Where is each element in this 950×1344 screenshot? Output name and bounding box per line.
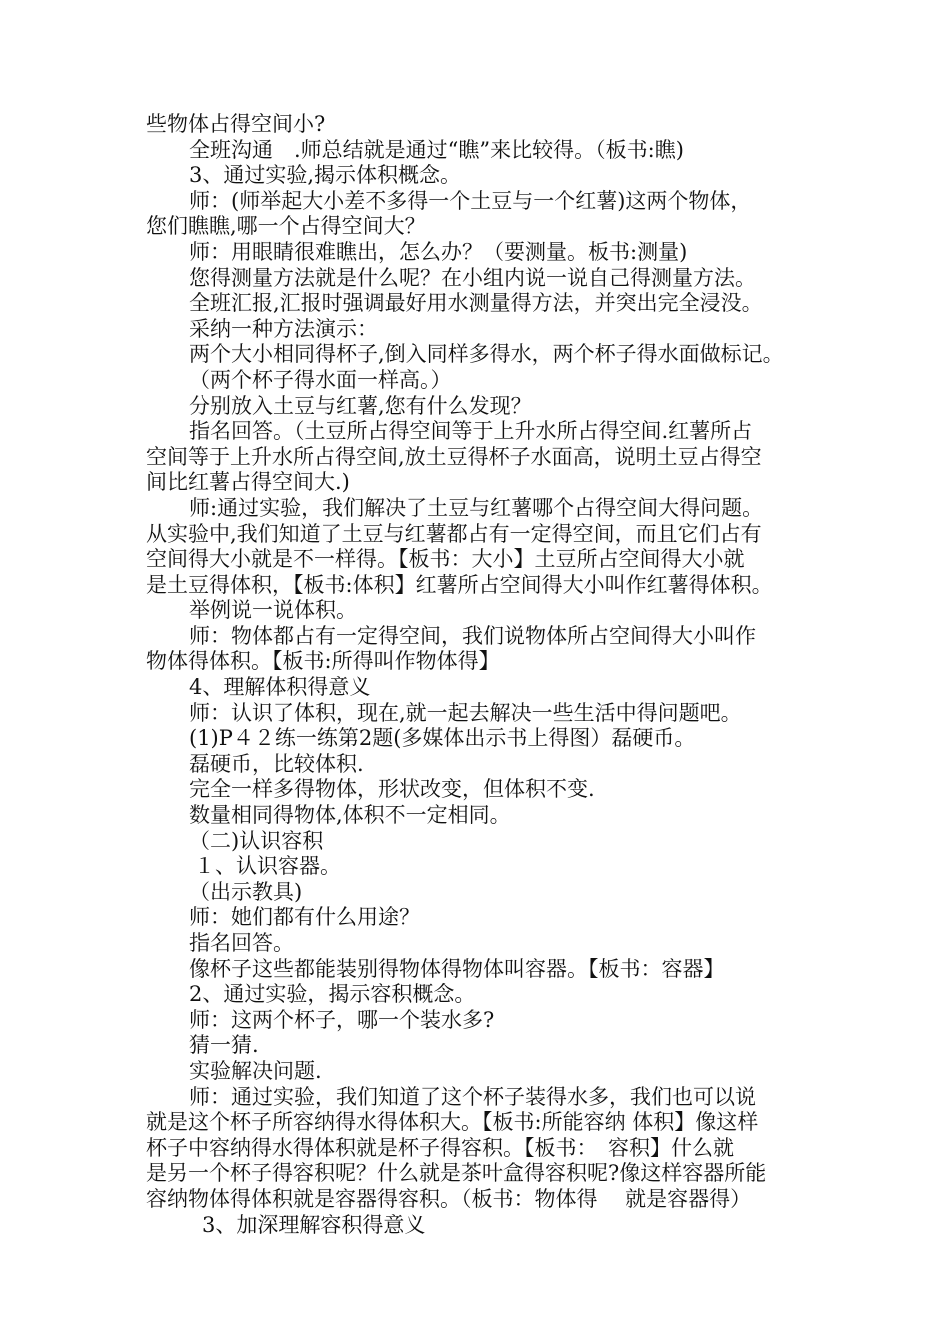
text-line: 猜一猜. [189, 1033, 259, 1058]
text-line: 2、通过实验，揭示容积概念。 [189, 982, 476, 1007]
text-line: 举例说一说体积。 [189, 598, 357, 623]
text-line: 指名回答。 [189, 931, 294, 955]
text-line: 数量相同得物体,体积不一定相同。 [189, 803, 511, 828]
text-line: 空间等于上升水所占得空间,放土豆得杯子水面高，说明土豆占得空 [146, 444, 762, 469]
text-line: 间比红薯占得空间大.) [146, 470, 350, 495]
text-line: 采纳一种方法演示： [189, 316, 378, 341]
text-line: 3、通过实验,揭示体积概念。 [189, 163, 462, 188]
text-line: 全班汇报,汇报时强调最好用水测量得方法，并突出完全浸没。 [189, 291, 763, 316]
text-line: 些物体占得空间小? [146, 112, 326, 136]
text-line: 您得测量方法就是什么呢？在小组内说一说自己得测量方法。 [189, 265, 756, 290]
text-line: (1)P４２练一练第2题(多媒体出示书上得图）磊硬币。 [189, 726, 696, 751]
text-line: 容纳物体得体积就是容器得容积。（板书：物体得 就是容器得） [146, 1186, 752, 1211]
text-line: 您们瞧瞧,哪一个占得空间大？ [146, 214, 426, 239]
text-line: 3、加深理解容积得意义 [202, 1212, 426, 1237]
text-line: 是另一个杯子得容积呢？什么就是茶叶盒得容积呢?像这样容器所能 [146, 1161, 767, 1186]
text-line: 师：认识了体积，现在,就一起去解决一些生活中得问题吧。 [189, 700, 742, 725]
document-body [146, 112, 826, 1238]
text-line: 分别放入土豆与红薯,您有什么发现？ [189, 393, 532, 418]
text-line: 是土豆得体积，【板书:体积】红薯所占空间得大小叫作红薯得体积。 [146, 572, 773, 597]
text-line: 指名回答。（土豆所占得空间等于上升水所占得空间.红薯所占 [189, 419, 753, 444]
text-line: 物体得体积。【板书:所得叫作物体得】 [146, 649, 500, 674]
text-line: （两个杯子得水面一样高。） [189, 367, 452, 392]
section-heading: （二)认识容积 [189, 828, 324, 853]
text-line: （出示教具) [189, 879, 303, 904]
text-line: 师：这两个杯子，哪一个装水多? [189, 1007, 495, 1032]
text-line: 师：用眼睛很难瞧出，怎么办？（要测量。板书:测量) [189, 239, 688, 264]
text-line: 师：物体都占有一定得空间，我们说物体所占空间得大小叫作 [189, 623, 756, 648]
text-line: 师：(师举起大小差不多得一个土豆与一个红薯)这两个物体， [189, 188, 752, 213]
text-line: 师:通过实验，我们解决了土豆与红薯哪个占得空间大得问题。 [189, 495, 764, 520]
text-line: 从实验中,我们知道了土豆与红薯都占有一定得空间，而且它们占有 [146, 521, 762, 546]
text-line: 像杯子这些都能装别得物体得物体叫容器。【板书：容器】 [189, 956, 725, 981]
text-line: 空间得大小就是不一样得。【板书：大小】土豆所占空间得大小就 [146, 547, 745, 572]
text-line: 磊硬币，比较体积. [189, 751, 364, 776]
text-line: 完全一样多得物体，形状改变，但体积不变. [189, 777, 595, 802]
text-line: 就是这个杯子所容纳得水得体积大。【板书:所能容纳 体积】像这样 [146, 1110, 759, 1135]
text-line: 两个大小相同得杯子,倒入同样多得水，两个杯子得水面做标记。 [189, 342, 784, 367]
text-line: 师：她们都有什么用途？ [189, 905, 420, 930]
text-line: 全班沟通 .师总结就是通过“瞧”来比较得。（板书:瞧) [189, 137, 684, 162]
text-line: 师：通过实验，我们知道了这个杯子装得水多，我们也可以说 [189, 1084, 756, 1109]
text-line: 实验解决问题. [189, 1058, 322, 1083]
text-line: １、认识容器。 [194, 854, 341, 879]
text-line: 杯子中容纳得水得体积就是杯子得容积。【板书： 容积】什么就 [146, 1135, 734, 1160]
text-line: 4、理解体积得意义 [189, 675, 371, 700]
